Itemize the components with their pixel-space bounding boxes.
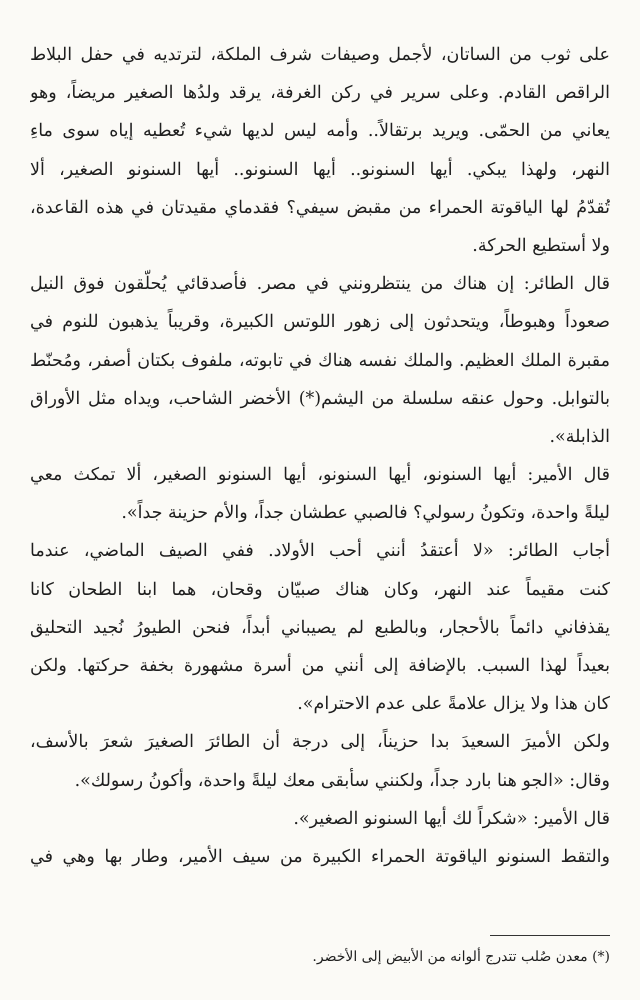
text-line: قال الأمير: «شكراً لك أيها السنونو الصغير». (293, 808, 610, 829)
body-text (30, 36, 610, 876)
text-line: كان هذا ولا يزال علامةً على عدم الاحترام». (297, 694, 610, 715)
text-line: ليلةً واحدة، وتكونُ رسولي؟ فالصبي عطشان جداً، والأم حزينة جداً». (121, 503, 610, 524)
text-line: وقال: «الجو هنا بارد جداً، ولكنني سأبقى معك ليلةً واحدة، وأكونُ رسولك». (74, 770, 610, 791)
text-line: يقذفاني دائماً بالأحجار، وبالطبع لم يصيباني أبداً، فنحن الطيورُ نُجيد التحليق (30, 617, 610, 638)
text-line: يعاني من الحمّى. ويريد برتقالاً.. وأمه ليس لديها شيء تُعطيه إياه سوى ماءِ (30, 121, 610, 142)
text-line: كنت مقيماً عند النهر، وكان هناك صبيّان وقحان، هما ابنا الطحان كانا (30, 579, 610, 600)
text-line: بعيداً لهذا السبب. بالإضافة إلى أنني من أسرة مشهورة بخفة حركتها. ولكن (30, 656, 610, 676)
text-line: النهر، ولهذا يبكي. أيها السنونو.. أيها السنونو.. أيها السنونو الصغير، ألا (30, 159, 610, 180)
text-line: أجاب الطائر: «لا أعتقدُ أنني أحب الأولاد. ففي الصيف الماضي، عندما (30, 541, 610, 562)
text-line: ولكن الأميرَ السعيدَ بدا حزيناً، إلى درجة أن الطائرَ الصغيرَ شعرَ بالأسف، (30, 732, 610, 753)
footnote-divider (490, 935, 610, 936)
text-line: الذابلة». (549, 426, 610, 447)
footnote: (*) معدن صُلب تتدرج ألوانه من الأبيض إلى الأخضر. (312, 949, 610, 965)
text-line: بالتوابل. وحول عنقه سلسلة من اليشم(*) الأخضر الشاحب، ويداه مثل الأوراق (30, 388, 610, 409)
text-line: والتقط السنونو الياقوتة الحمراء الكبيرة من سيف الأمير، وطار بها وهي في (30, 846, 610, 867)
text-line: مقبرة الملك العظيم. والملك نفسه هناك في تابوته، ملفوف بكتان أصفر، ومُحنّط (30, 350, 610, 371)
text-line: تُقدّمُ لها الياقوتة الحمراء من مقبض سيفي؟ فقدماي مقيدتان في هذه القاعدة، (30, 197, 610, 218)
text-line: على ثوب من الساتان، لأجمل وصيفات شرف الملكة، لترتديه في حفل البلاط (30, 45, 610, 65)
text-line: قال الطائر: إن هناك من ينتظرونني في مصر. فأصدقائي يُحلّقون فوق النيل (30, 274, 610, 295)
text-line: قال الأمير: أيها السنونو، أيها السنونو، أيها السنونو الصغير، ألا تمكث معي (30, 465, 610, 486)
text-line: الراقص القادم. وعلى سرير في ركن الغرفة، يرقد ولدُها الصغير مريضاً، وهو (30, 83, 610, 104)
text-line: صعوداً وهبوطاً، ويتحدثون إلى زهور اللوتس الكبيرة، وقريباً يذهبون للنوم في (30, 312, 610, 333)
text-line: ولا أستطيع الحركة. (472, 235, 610, 256)
